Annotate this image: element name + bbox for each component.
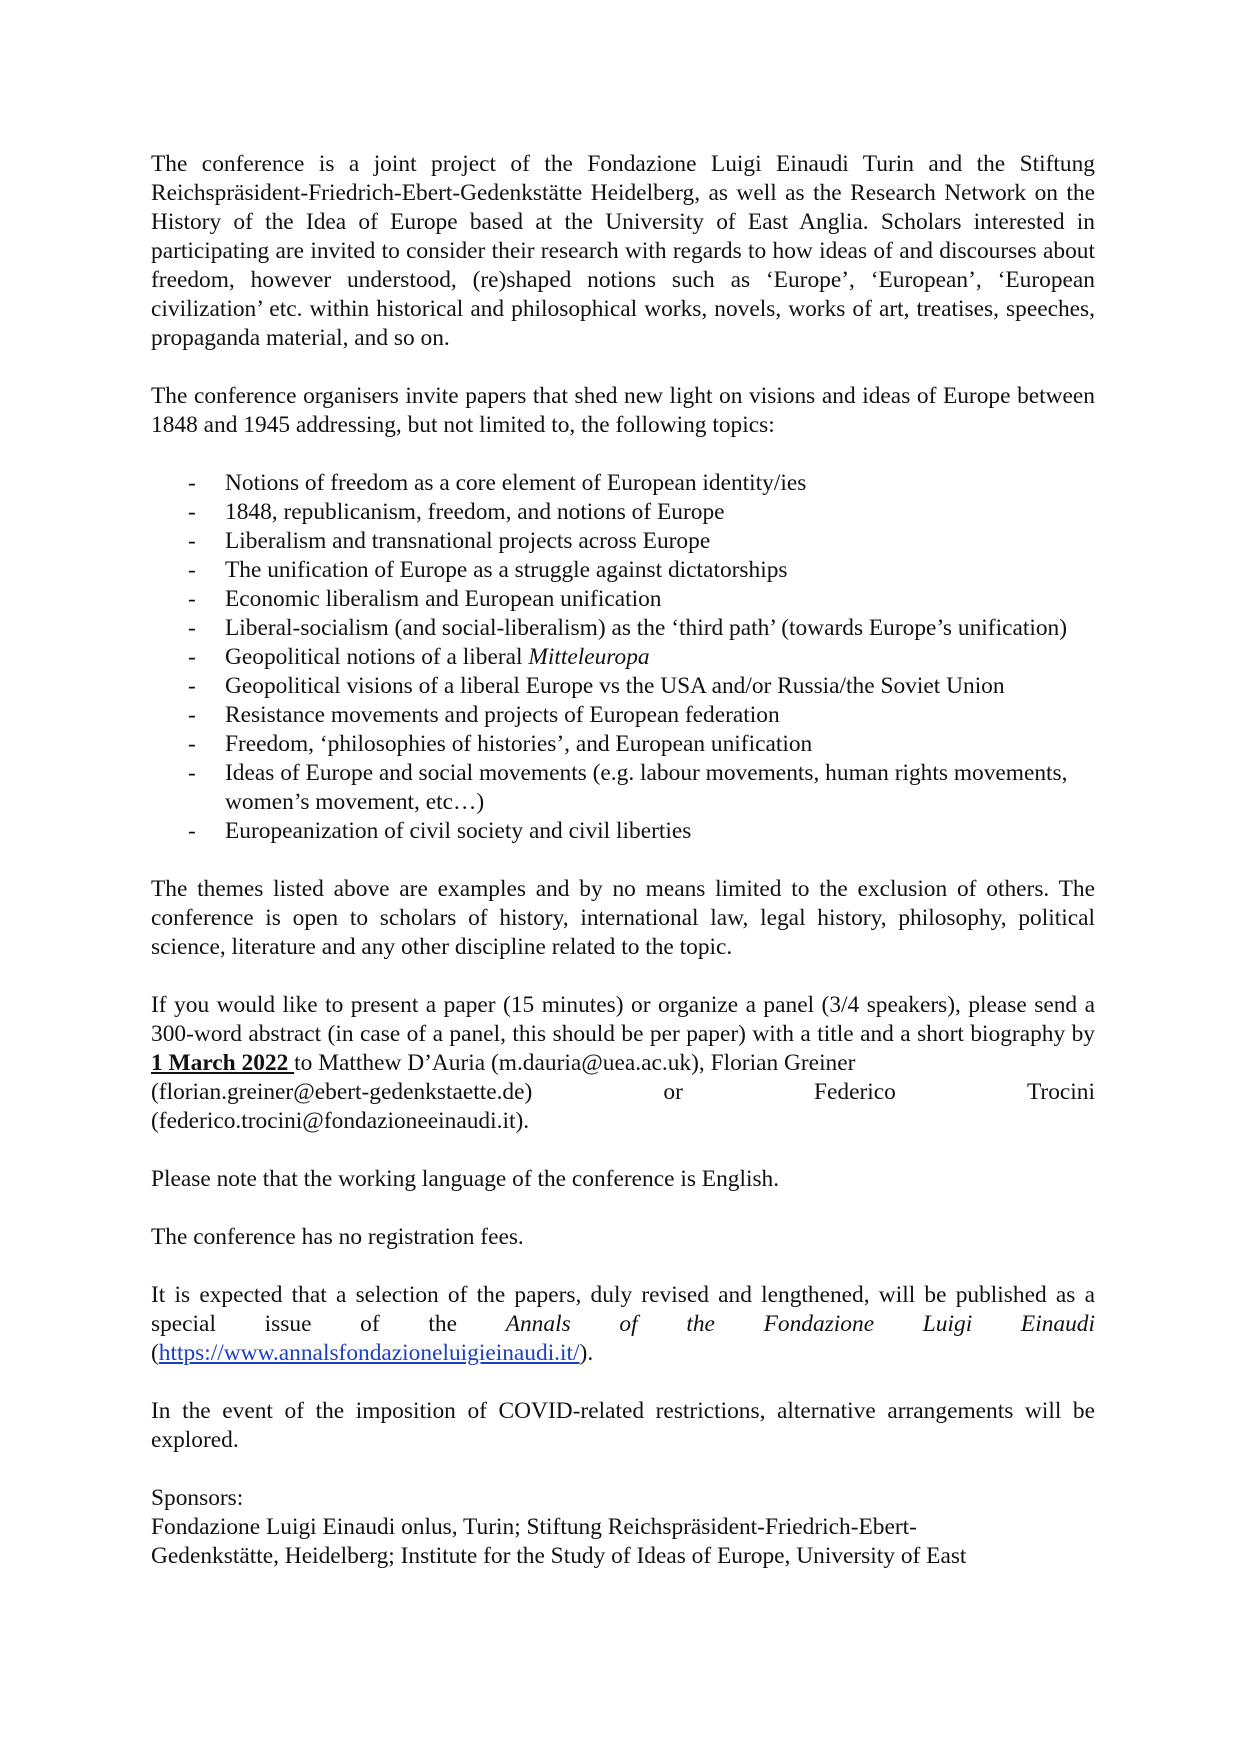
list-item: [151, 730, 1095, 759]
topic-text: Freedom, ‘philosophies of histories’, and European unification: [225, 731, 813, 757]
bullet-dash: -: [188, 470, 196, 496]
topic-text: Notions of freedom as a core element of European identity/ies: [225, 470, 807, 496]
trocini-first-name: Federico: [814, 1079, 896, 1105]
bullet-dash: -: [188, 528, 196, 554]
submission-text-2: to Matthew D’Auria (m.dauria@uea.ac.uk), Florian Greiner: [294, 1050, 856, 1076]
list-item: [151, 643, 1095, 672]
list-item: [151, 817, 1095, 846]
paren-open: (: [151, 1340, 159, 1366]
bullet-dash: -: [188, 615, 196, 641]
list-item: [151, 701, 1095, 730]
themes-paragraph: The themes listed above are examples and by no means limited to the exclusion of others. The conference is open to scholars of history, international law, legal history, philosophy, political science, literature and any other discipline related to the topic.: [151, 876, 1095, 960]
list-item: [151, 498, 1095, 527]
bullet-dash: -: [188, 499, 196, 525]
sponsors-label: Sponsors:: [151, 1485, 244, 1511]
publication-text: It is expected that a selection of the papers, duly revised and lengthened, will be published as a special issue of the: [151, 1282, 1095, 1337]
journal-title: Annals of the Fondazione Luigi Einaudi: [505, 1311, 1095, 1337]
submission-text-1: If you would like to present a paper (15 minutes) or organize a panel (3/4 speakers), please send a 300-word abstract (in case of a panel, this should be per paper) with a title and a short biography by: [151, 992, 1095, 1047]
deadline-date: 1 March 2022: [151, 1050, 295, 1076]
bullet-dash: -: [188, 557, 196, 583]
trocini-surname: Trocini: [1026, 1079, 1095, 1105]
list-item: [151, 672, 1095, 701]
topics-list: [151, 469, 1095, 846]
topic-text: Resistance movements and projects of European federation: [225, 702, 780, 728]
language-note: Please note that the working language of the conference is English.: [151, 1166, 780, 1192]
sponsors-line-1: Fondazione Luigi Einaudi onlus, Turin; Stiftung Reichspräsident-Friedrich-Ebert-: [151, 1514, 917, 1540]
annals-link[interactable]: https://www.annalsfondazioneluigieinaudi.it/: [158, 1340, 580, 1366]
bullet-dash: -: [188, 760, 196, 786]
invite-paragraph: The conference organisers invite papers that shed new light on visions and ideas of Europe between 1848 and 1945 addressing, but not limited to, the following topics:: [151, 383, 1095, 438]
bullet-dash: -: [188, 818, 196, 844]
topic-text: Europeanization of civil society and civil liberties: [225, 818, 692, 844]
topic-italic-term: Mitteleuropa: [528, 644, 650, 670]
bullet-dash: -: [188, 673, 196, 699]
or-word: or: [663, 1079, 683, 1105]
topic-text: Geopolitical notions of a liberal: [225, 644, 529, 670]
list-item: [151, 614, 1095, 643]
bullet-dash: -: [188, 644, 196, 670]
publication-paragraph: [151, 1281, 1095, 1368]
topic-text: Liberal-socialism (and social-liberalism) as the ‘third path’ (towards Europe’s unification): [225, 615, 1068, 641]
greiner-email: (florian.greiner@ebert-gedenkstaette.de): [151, 1079, 533, 1105]
topic-text: The unification of Europe as a struggle against dictatorships: [225, 557, 788, 583]
bullet-dash: -: [188, 731, 196, 757]
covid-note: In the event of the imposition of COVID-related restrictions, alternative arrangements will be explored.: [151, 1398, 1095, 1453]
topic-text: Ideas of Europe and social movements (e.g. labour movements, human rights movements, women’s movement, etc…): [225, 760, 1068, 815]
submission-contacts-line: [151, 1078, 1095, 1107]
fees-note: The conference has no registration fees.: [151, 1224, 524, 1250]
sponsors-line-2: Gedenkstätte, Heidelberg; Institute for the Study of Ideas of Europe, University of East: [151, 1543, 967, 1569]
topic-text: Geopolitical visions of a liberal Europe vs the USA and/or Russia/the Soviet Union: [225, 673, 1005, 699]
topic-text: Liberalism and transnational projects across Europe: [225, 528, 711, 554]
list-item: [151, 469, 1095, 498]
list-item: [151, 759, 1095, 817]
topic-text: Economic liberalism and European unification: [225, 586, 662, 612]
submission-paragraph: [151, 991, 1095, 1136]
list-item: [151, 585, 1095, 614]
list-item: [151, 527, 1095, 556]
document-page: [151, 150, 1095, 1571]
intro-paragraph: The conference is a joint project of the Fondazione Luigi Einaudi Turin and the Stiftung Reichspräsident-Friedrich-Ebert-Gedenkstätte Heidelberg, as well as the Research Network on the History of the Idea of Europe based at the University of East Anglia. Scholars interested in participating are invited to consider their research with regards to how ideas of and discourses about freedom, however understood, (re)shaped notions such as ‘Europe’, ‘European’, ‘European civilization’ etc. within historical and philosophical works, novels, works of art, treatises, speeches, propaganda material, and so on.: [151, 151, 1095, 351]
list-item: [151, 556, 1095, 585]
topic-text: 1848, republicanism, freedom, and notions of Europe: [225, 499, 725, 525]
paren-close: ).: [579, 1340, 594, 1366]
bullet-dash: -: [188, 702, 196, 728]
bullet-dash: -: [188, 586, 196, 612]
trocini-email: (federico.trocini@fondazioneeinaudi.it).: [151, 1108, 530, 1134]
